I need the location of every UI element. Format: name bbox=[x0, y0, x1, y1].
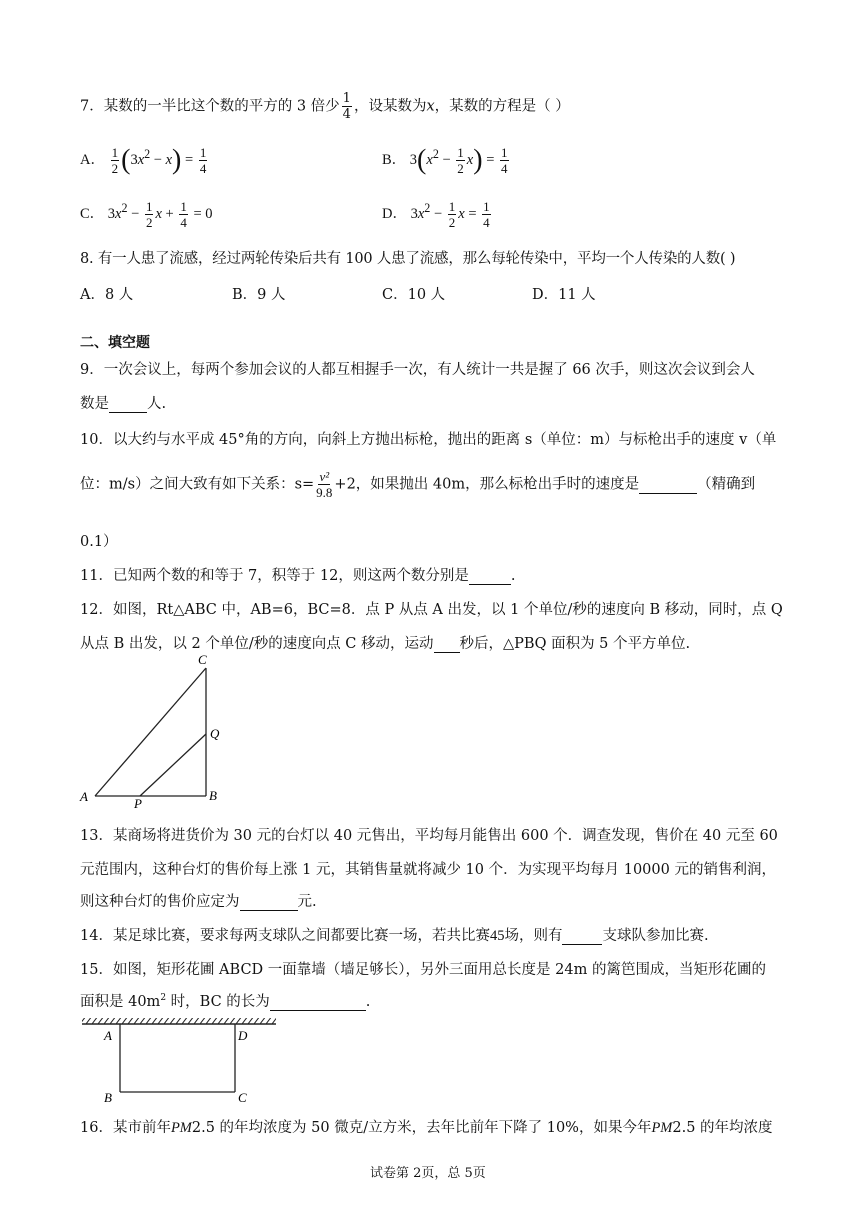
q7-option-b[interactable]: B． $3(x^2$ − $\frac{1}{2}$ x) = $\frac{1}{4}$ bbox=[382, 144, 508, 176]
segment-PQ bbox=[140, 734, 206, 796]
q10-line2: 位：m/s）之间大致有如下关系：s= $\frac{\text{v²}}{9.8}$ +2，如果抛出 40m，那么标枪出手时的速度是 （精确到 bbox=[80, 469, 756, 500]
q15-line2: 面积是 $40m^2$ 时，BC 的长为 . bbox=[80, 993, 371, 1010]
q7-option-a[interactable]: A． $\frac{1}{2}$ $(3x^2 - x)$ = $\frac{1}{4}$ bbox=[80, 144, 207, 176]
q13-answer-blank[interactable] bbox=[240, 894, 298, 911]
q12-answer-blank[interactable] bbox=[434, 636, 460, 653]
wall-hatching bbox=[82, 1018, 276, 1024]
q7-stem: 7．某数的一半比这个数的平方的 3 倍少 $\frac{1}{4}$ ，设某数为x，某数的方程是（ ） bbox=[80, 91, 570, 122]
label-D: D bbox=[238, 1028, 248, 1043]
q8-option-c[interactable]: C．10 人 bbox=[382, 287, 446, 303]
side-AC bbox=[95, 668, 206, 796]
q15-line1: 15．如图，矩形花圃 ABCD 一面靠墙（墙足够长），另外三面用总长度是 24m 的篱笆围成，当矩形花圃的 bbox=[80, 962, 766, 978]
label-Q: Q bbox=[210, 726, 220, 741]
q15-answer-blank[interactable] bbox=[270, 994, 366, 1011]
q10-answer-blank[interactable] bbox=[639, 477, 697, 494]
q12-line1: 12．如图，Rt△ABC 中，AB=6，BC=8．点 P 从点 A 出发，以 1 个单位/秒的速度向 B 移动，同时，点 Q bbox=[80, 602, 783, 618]
q13-line3: 则这种台灯的售价应定为 元. bbox=[80, 894, 317, 910]
q14: 14．某足球比赛，要求每两支球队之间都要比赛一场，若共比赛45场，则有 支球队参加比赛. bbox=[80, 928, 709, 944]
q10-line1: 10．以大约与水平成 45°角的方向，向斜上方抛出标枪，抛出的距离 s（单位：m）与标枪出手的速度 v（单 bbox=[80, 432, 777, 448]
label-P: P bbox=[134, 796, 142, 810]
q9-answer-blank[interactable] bbox=[109, 396, 147, 413]
q8-option-b[interactable]: B．9 人 bbox=[232, 287, 286, 303]
q13-line1: 13．某商场将进货价为 30 元的台灯以 40 元售出，平均每月能售出 600 个．调查发现，售价在 40 元至 60 bbox=[80, 828, 778, 844]
q8-option-d[interactable]: D．11 人 bbox=[532, 287, 596, 303]
label-A: A bbox=[80, 789, 88, 804]
q7-stem-fraction: $\frac{1}{4}$ bbox=[342, 91, 351, 122]
q7-stem-pre: 7．某数的一半比这个数的平方的 3 倍少 bbox=[80, 98, 340, 115]
label-B: B bbox=[104, 1090, 112, 1105]
q13-line2: 元范围内，这种台灯的售价每上涨 1 元，其销售量就将减少 10 个．为实现平均每月 10000 元的销售利润， bbox=[80, 862, 776, 878]
q12-triangle-figure bbox=[75, 650, 245, 810]
q11: 11．已知两个数的和等于 7，积等于 12，则这两个数分别是 . bbox=[80, 568, 516, 584]
q9-line1: 9．一次会议上，每两个参加会议的人都互相握手一次，有人统计一共是握了 66 次手，则这次会议到会人 bbox=[80, 362, 755, 378]
q8-option-a[interactable]: A．8 人 bbox=[80, 287, 134, 303]
q16-line1: 16．某市前年PM2.5 的年均浓度为 50 微克/立方米，去年比前年下降了 10%，如果今年PM2.5 的年均浓度 bbox=[80, 1120, 773, 1136]
q8-stem: 8. 有一人患了流感，经过两轮传染后共有 100 人患了流感，那么每轮传染中，平均一个人传染的人数( ) bbox=[80, 251, 736, 267]
label-C: C bbox=[198, 652, 207, 667]
q11-answer-blank[interactable] bbox=[469, 568, 511, 585]
q7-option-c[interactable]: C． $3x^2$ − $\frac{1}{2}$ x + $\frac{1}{4}$ = 0 bbox=[80, 199, 213, 230]
label-B: B bbox=[209, 788, 217, 803]
section-title: 二、填空题 bbox=[80, 335, 150, 351]
q7-option-d[interactable]: D． $3x^2$ − $\frac{1}{2}$ x = $\frac{1}{4}$ bbox=[382, 199, 490, 230]
q14-answer-blank[interactable] bbox=[562, 928, 602, 945]
label-A: A bbox=[104, 1028, 112, 1043]
q9-line2: 数是 人. bbox=[80, 396, 167, 412]
q10-formula-fraction: $\frac{\text{v²}}{9.8}$ bbox=[316, 469, 333, 500]
q12-line2: 从点 B 出发，以 2 个单位/秒的速度向点 C 移动，运动 秒后，△PBQ 面积为 5 个平方单位. bbox=[80, 636, 691, 652]
page-footer: 试卷第 2页，总 5页 bbox=[370, 1166, 486, 1181]
q10-line3: 0.1） bbox=[80, 534, 118, 550]
q15-garden-figure bbox=[80, 1016, 280, 1106]
label-C: C bbox=[238, 1090, 247, 1105]
